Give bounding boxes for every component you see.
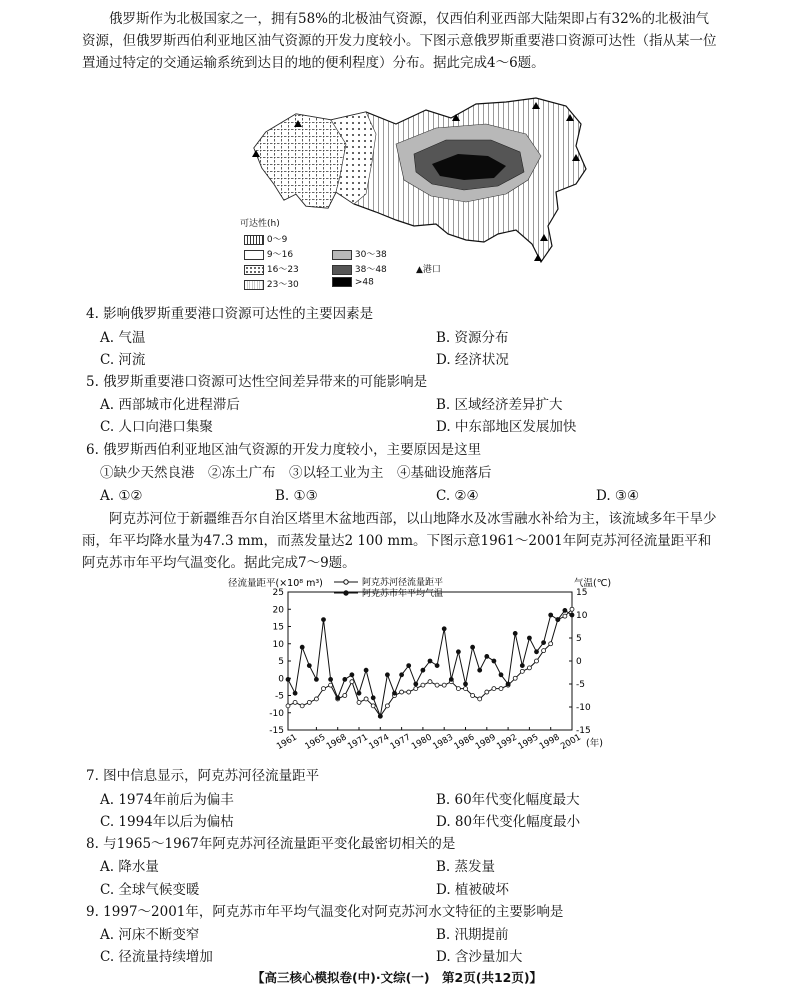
- runoff-point: [293, 700, 297, 704]
- y-axis-label: 径流量距平(×10⁸ m³): [228, 578, 323, 589]
- map-legend: [240, 216, 460, 298]
- temperature-point: [527, 636, 531, 640]
- temperature-point: [513, 631, 517, 635]
- temperature-point: [343, 677, 347, 681]
- temperature-point: [499, 673, 503, 677]
- x-tick-label: 1989: [473, 732, 498, 753]
- q4-option-a[interactable]: A. 气温: [100, 330, 146, 346]
- q4-stem: 4. 影响俄罗斯重要港口资源可达性的主要因素是: [86, 306, 374, 322]
- legend-23-30: 23～30: [266, 280, 299, 290]
- legend-label: 阿克苏市年平均气温: [362, 589, 444, 599]
- runoff-point: [435, 683, 439, 687]
- runoff-point: [286, 704, 290, 708]
- temperature-point: [300, 645, 304, 649]
- x-tick-label: 1977: [388, 732, 413, 753]
- temperature-point: [393, 691, 397, 695]
- temperature-point: [556, 618, 560, 622]
- y-tick-label: 15: [272, 622, 284, 633]
- runoff-point: [407, 690, 411, 694]
- temperature-point: [570, 613, 574, 617]
- temperature-point: [492, 659, 496, 663]
- temperature-point: [307, 664, 311, 668]
- runoff-point: [350, 680, 354, 684]
- y-tick-label: 0: [278, 674, 284, 685]
- x-tick-label: 1995: [516, 732, 541, 753]
- legend-title: 可达性(h): [240, 219, 280, 229]
- y2-tick-label: 5: [576, 634, 582, 644]
- q8-option-c[interactable]: C. 全球气候变暖: [100, 882, 200, 898]
- q5-option-a[interactable]: A. 西部城市化进程滞后: [100, 397, 240, 413]
- page-footer: 【高三核心模拟卷(中)·文综(一) 第2页(共12页)】: [251, 970, 543, 985]
- x-tick-label: 2001: [559, 732, 583, 753]
- runoff-point: [322, 687, 326, 691]
- runoff-point: [385, 704, 389, 708]
- x-tick-label: 1965: [303, 732, 328, 753]
- temperature-point: [542, 641, 546, 645]
- legend-16-23: 16～23: [266, 265, 299, 275]
- runoff-point: [300, 704, 304, 708]
- q8-option-b[interactable]: B. 蒸发量: [436, 859, 496, 875]
- y-tick-label: -5: [275, 691, 284, 702]
- temperature-point: [407, 664, 411, 668]
- temperature-point: [421, 668, 425, 672]
- runoff-point: [478, 697, 482, 701]
- legend-9-16: 9～16: [266, 250, 294, 260]
- runoff-point: [499, 687, 503, 691]
- q9-option-d[interactable]: D. 含沙量加大: [436, 949, 523, 965]
- x-tick-label: 1986: [452, 732, 477, 753]
- runoff-point: [414, 687, 418, 691]
- runoff-point: [549, 642, 553, 646]
- x-axis-label: (年): [586, 738, 603, 749]
- temperature-point: [471, 645, 475, 649]
- temperature-point: [364, 668, 368, 672]
- q9-option-b[interactable]: B. 汛期提前: [436, 927, 509, 943]
- q7-option-c[interactable]: C. 1994年以后为偏枯: [100, 814, 234, 830]
- q7-option-b[interactable]: B. 60年代变化幅度最大: [436, 792, 580, 808]
- map-zone-west: [254, 114, 346, 208]
- temperature-point: [449, 677, 453, 681]
- x-tick-label: 1974: [367, 732, 392, 753]
- runoff-point: [485, 690, 489, 694]
- q4-option-b[interactable]: B. 资源分布: [436, 330, 509, 346]
- q7-option-d[interactable]: D. 80年代变化幅度最小: [436, 814, 581, 830]
- port-legend-icon: ▲: [416, 265, 423, 275]
- x-tick-label: 1961: [275, 732, 299, 753]
- temperature-point: [400, 673, 404, 677]
- runoff-point: [456, 687, 460, 691]
- runoff-point: [563, 614, 567, 618]
- runoff-point: [520, 669, 524, 673]
- q9-stem: 9. 1997～2001年，阿克苏市年平均气温变化对阿克苏河水文特征的主要影响是: [86, 904, 564, 920]
- runoff-point: [570, 607, 574, 611]
- runoff-point: [357, 700, 361, 704]
- temperature-point: [378, 714, 382, 718]
- temperature-point: [350, 673, 354, 677]
- temperature-point: [286, 677, 290, 681]
- passage-2: 阿克苏河位于新疆维吾尔自治区塔里木盆地西部，以山地降水及冰雪融水补给为主，该流域多年干旱少雨，年平均降水量为47.3 mm，而蒸发量达2 100 mm。下图示意1961～2001年阿克苏河径流量距平和阿克苏市年平均气温变化。据此完成7～9题。: [82, 511, 717, 571]
- temperature-point: [456, 650, 460, 654]
- temperature-point: [314, 677, 318, 681]
- q6-option-a[interactable]: A. ①②: [100, 488, 143, 504]
- q4-option-c[interactable]: C. 河流: [100, 352, 146, 368]
- temperature-point: [357, 691, 361, 695]
- passage-1: 俄罗斯作为北极国家之一，拥有58%的北极油气资源，仅西伯利亚西部大陆架即占有32%的北极油气资源，但俄罗斯西伯利亚地区油气资源的开发力度较小。下图示意俄罗斯重要港口资源可达性（指从某一位置通过特定的交通运输系统到达目的地的便利程度）分布。据此完成4～6题。: [82, 11, 717, 71]
- legend-30-38: 30～38: [354, 250, 387, 260]
- y-tick-label: 20: [272, 605, 284, 616]
- y-tick-label: -15: [269, 726, 284, 736]
- temperature-point: [329, 677, 333, 681]
- temperature-point: [414, 682, 418, 686]
- temperature-point: [442, 627, 446, 631]
- y2-tick-label: 0: [576, 657, 582, 667]
- temperature-point: [506, 682, 510, 686]
- q5-option-d[interactable]: D. 中东部地区发展加快: [436, 419, 577, 435]
- runoff-point: [542, 649, 546, 653]
- legend-0-9: 0～9: [266, 235, 288, 245]
- runoff-point: [307, 700, 311, 704]
- legend-over-48: >48: [354, 277, 374, 288]
- temperature-point: [371, 696, 375, 700]
- temperature-point: [385, 673, 389, 677]
- x-tick-label: 1968: [324, 732, 349, 753]
- temperature-point: [435, 664, 439, 668]
- temperature-point: [322, 618, 326, 622]
- legend-port: 港口: [422, 265, 441, 275]
- temperature-point: [563, 608, 567, 612]
- y2-tick-label: -15: [576, 726, 591, 736]
- runoff-point: [428, 680, 432, 684]
- legend-swatch-marker: [344, 580, 348, 584]
- x-tick-label: 1992: [495, 732, 519, 753]
- temperature-point: [520, 664, 524, 668]
- y-tick-label: 5: [278, 657, 284, 667]
- runoff-point: [527, 666, 531, 670]
- q6-stem: 6. 俄罗斯西伯利亚地区油气资源的开发力度较小，主要原因是这里: [86, 442, 482, 458]
- legend-label: 阿克苏河径流量距平: [362, 578, 444, 588]
- runoff-point: [314, 697, 318, 701]
- temperature-point: [478, 668, 482, 672]
- runoff-point: [535, 659, 539, 663]
- q5-stem: 5. 俄罗斯重要港口资源可达性空间差异带来的可能影响是: [86, 374, 428, 390]
- q8-option-a[interactable]: A. 降水量: [100, 859, 159, 875]
- runoff-point: [442, 683, 446, 687]
- y-tick-label: 10: [272, 639, 284, 650]
- legend-swatch-marker: [344, 591, 348, 595]
- x-tick-label: 1980: [410, 732, 434, 753]
- temperature-point: [485, 654, 489, 658]
- runoff-point: [492, 687, 496, 691]
- y2-tick-label: -10: [576, 703, 591, 713]
- runoff-point: [513, 676, 517, 680]
- q6-option-d[interactable]: D. ③④: [596, 488, 640, 504]
- temperature-point: [428, 659, 432, 663]
- y-tick-label: 25: [272, 588, 284, 598]
- legend-38-48: 38～48: [354, 265, 387, 275]
- q7-stem: 7. 图中信息显示，阿克苏河径流量距平: [86, 768, 320, 784]
- y2-tick-label: -5: [576, 680, 585, 690]
- q6-option-c[interactable]: C. ②④: [436, 488, 479, 504]
- runoff-point: [364, 697, 368, 701]
- q4-option-d[interactable]: D. 经济状况: [436, 352, 509, 368]
- temperature-point: [464, 682, 468, 686]
- y2-axis-label: 气温(℃): [574, 578, 612, 589]
- y2-tick-label: 10: [576, 611, 588, 621]
- temperature-point: [549, 613, 553, 617]
- x-tick-label: 1971: [346, 732, 370, 753]
- runoff-point: [464, 687, 468, 691]
- q5-option-b[interactable]: B. 区域经济差异扩大: [436, 397, 563, 413]
- x-tick-label: 1983: [431, 732, 456, 753]
- q6-items: ①缺少天然良港 ②冻土广布 ③以轻工业为主 ④基础设施落后: [100, 465, 492, 481]
- q7-option-a[interactable]: A. 1974年前后为偏丰: [100, 792, 234, 808]
- runoff-point: [371, 704, 375, 708]
- q6-option-b[interactable]: B. ①③: [275, 488, 318, 504]
- runoff-point: [400, 690, 404, 694]
- akesu-runoff-temperature-chart: [222, 574, 612, 766]
- runoff-point: [471, 694, 475, 698]
- temperature-point: [293, 691, 297, 695]
- temperature-point: [336, 696, 340, 700]
- q5-option-c[interactable]: C. 人口向港口集聚: [100, 419, 213, 435]
- runoff-point: [343, 694, 347, 698]
- y-tick-label: -10: [269, 708, 284, 719]
- temperature-point: [535, 650, 539, 654]
- q8-stem: 8. 与1965～1967年阿克苏河径流量距平变化最密切相关的是: [86, 836, 456, 852]
- q8-option-d[interactable]: D. 植被破坏: [436, 882, 509, 898]
- x-tick-label: 1998: [537, 732, 562, 753]
- y2-tick-label: 15: [576, 588, 588, 598]
- q9-option-c[interactable]: C. 径流量持续增加: [100, 949, 213, 965]
- runoff-point: [421, 683, 425, 687]
- q9-option-a[interactable]: A. 河床不断变窄: [100, 927, 200, 943]
